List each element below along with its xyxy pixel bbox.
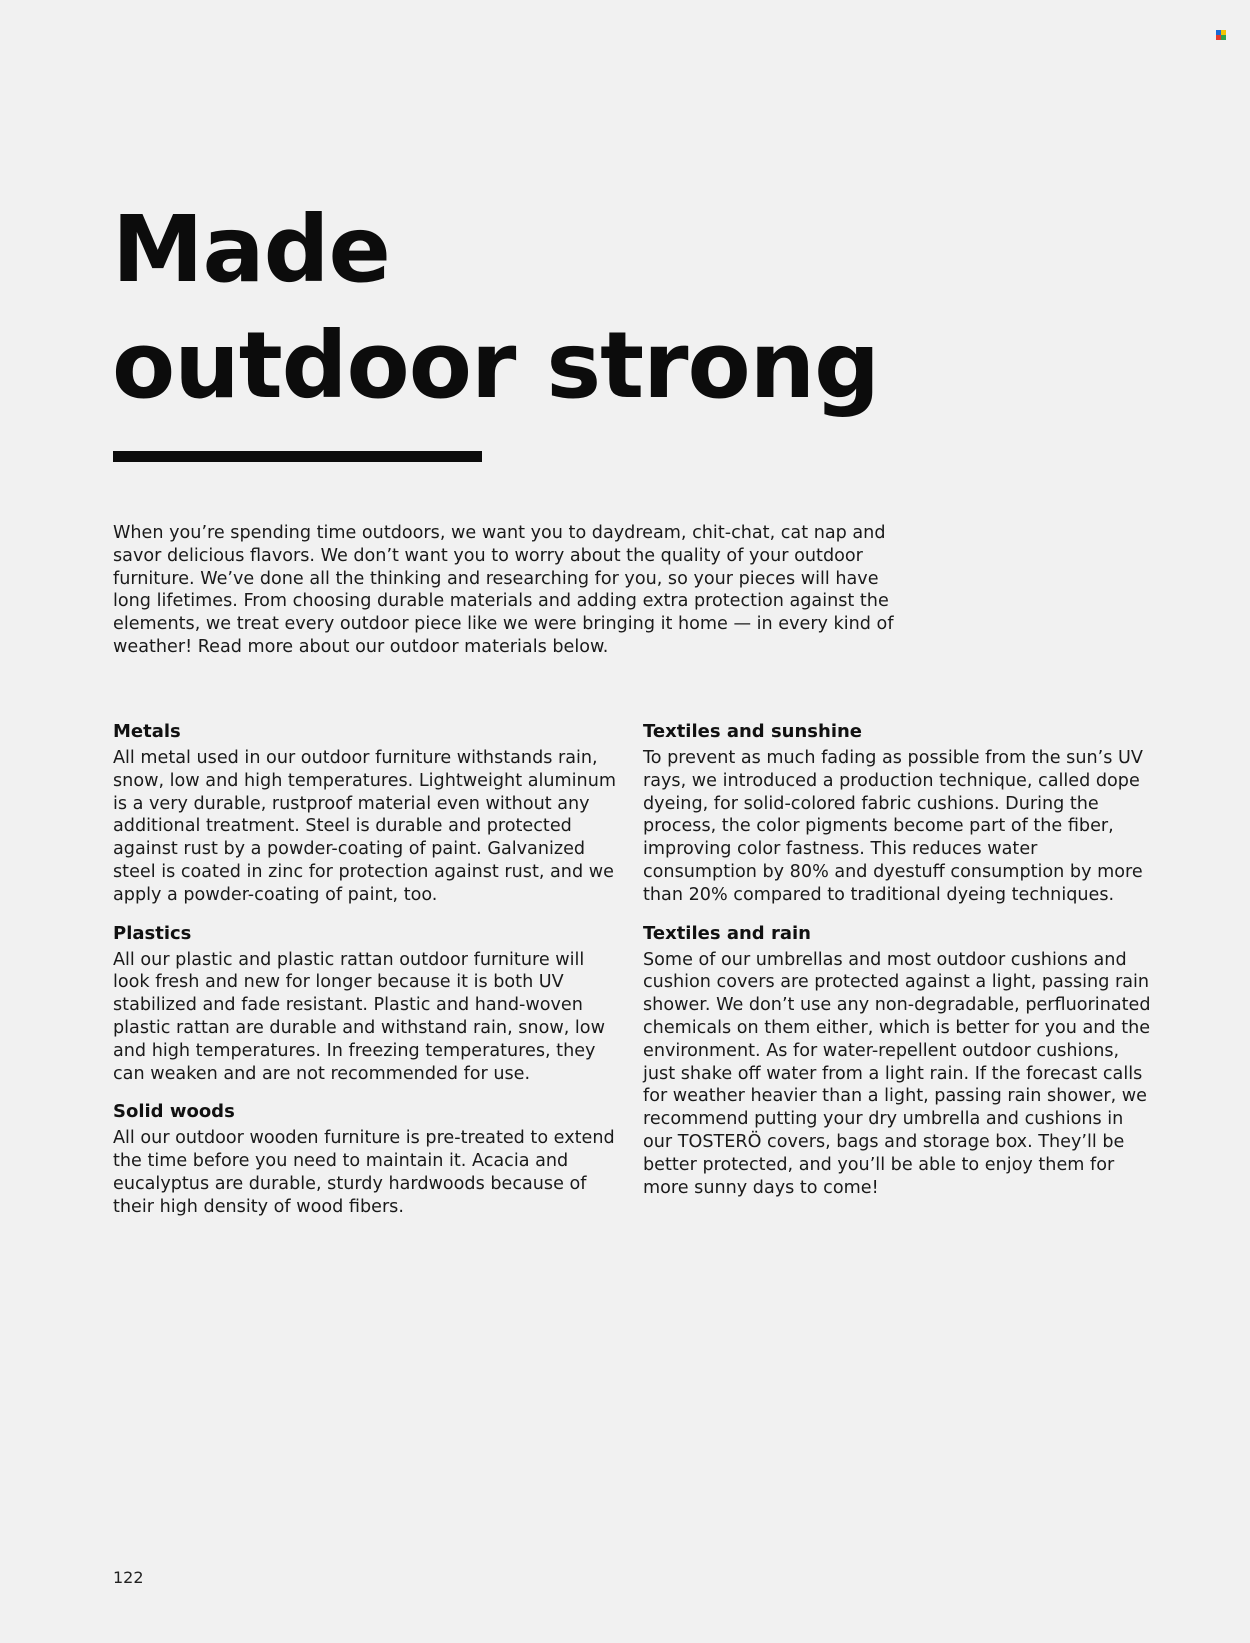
section-solid-woods xyxy=(113,1100,623,1218)
section-heading: Textiles and sunshine xyxy=(643,721,863,742)
page-title xyxy=(112,192,879,424)
title-underline-divider xyxy=(113,451,482,462)
section-textiles-sunshine xyxy=(643,720,1153,907)
section-heading: Metals xyxy=(113,721,181,742)
section-body: All metal used in our outdoor furniture withstands rain, snow, low and high temperatures. Lightweight aluminum is a very durable, rustproof material even without any additional treatment. Steel is durable and protected against rust by a powder-coating of paint. Galvanized steel is coated in zinc for protection against rust, and we apply a powder-coating of paint, too. xyxy=(113,748,616,905)
four-color-logo-icon xyxy=(1216,30,1226,40)
page-number: 122 xyxy=(113,1568,144,1587)
section-body: All our plastic and plastic rattan outdoor furniture will look fresh and new for longer because it is both UV stabilized and fade resistant. Plastic and hand-woven plastic rattan are durable and withstand rain, snow, low and high temperatures. In freezing temperatures, they can weaken and are not recommended for use. xyxy=(113,949,605,1084)
section-heading: Textiles and rain xyxy=(643,922,811,944)
section-plastics xyxy=(113,922,623,1086)
section-heading: Solid woods xyxy=(113,1101,235,1123)
section-heading: Plastics xyxy=(113,922,192,944)
section-body: To prevent as much fading as possible from the sun’s UV rays, we introduced a production technique, called dope dyeing, for solid-colored fabric cushions. During the process, the color pigments become part of the fiber, improving color fastness. This reduces water consumption by 80% and dyestuff consumption by more than 20% compared to traditional dyeing techniques. xyxy=(643,748,1143,905)
page-title-line-1: Made xyxy=(112,196,390,303)
left-column xyxy=(113,720,623,1234)
section-textiles-rain xyxy=(643,922,1153,1200)
page-title-line-2: outdoor strong xyxy=(112,312,880,419)
intro-paragraph: When you’re spending time outdoors, we want you to daydream, chit-chat, cat nap and savor delicious flavors. We don’t want you to worry about the quality of your outdoor furniture. We’ve done all the thinking and researching for you, so your pieces will have long lifetimes. From choosing durable materials and adding extra protection against the elements, we treat every outdoor piece like we were bringing it home — in every kind of weather! Read more about our outdoor materials below. xyxy=(113,523,894,657)
section-body: All our outdoor wooden furniture is pre-treated to extend the time before you need to maintain it. Acacia and eucalyptus are durable, sturdy hardwoods because of their high density of wood fibers. xyxy=(113,1128,615,1217)
section-body: Some of our umbrellas and most outdoor cushions and cushion covers are protected against a light, passing rain shower. We don’t use any non-degradable, perfluorinated chemicals on them either, which is better for you and the environment. As for water-repellent outdoor cushions, just shake off water from a light rain. If the forecast calls for weather heavier than a light, passing rain shower, we recommend putting your dry umbrella and cushions in our TOSTERÖ covers, bags and storage box. They’ll be better protected, and you’ll be able to enjoy them for more sunny days to come! xyxy=(643,949,1151,1198)
section-metals xyxy=(113,720,623,907)
right-column xyxy=(643,720,1153,1214)
